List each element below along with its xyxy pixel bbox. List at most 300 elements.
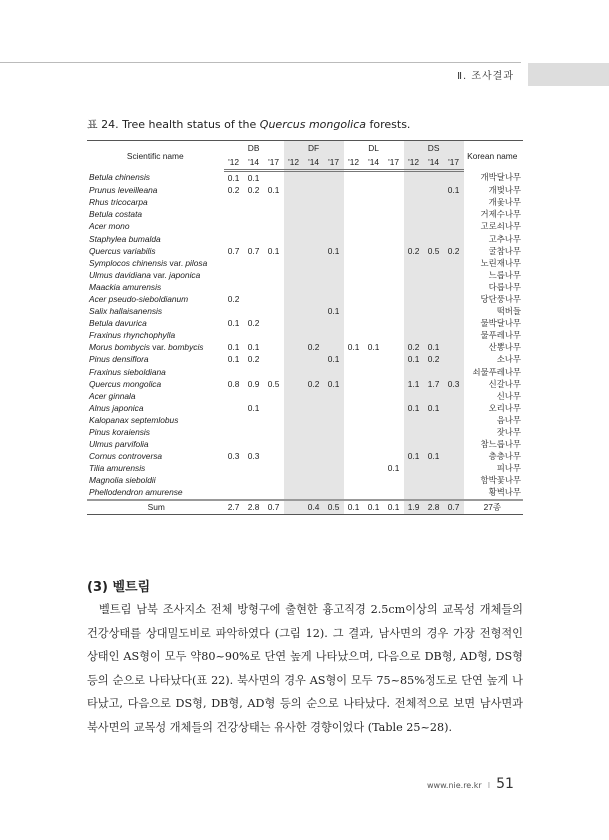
- value-cell: [424, 281, 444, 293]
- value-cell: [404, 305, 424, 317]
- value-cell: [284, 184, 304, 196]
- value-cell: [444, 341, 464, 353]
- value-cell: [304, 245, 324, 257]
- value-cell: [404, 329, 424, 341]
- korean-name: 피나무: [496, 463, 521, 474]
- value-cell: [404, 414, 424, 426]
- value-cell: [444, 414, 464, 426]
- value-cell: [384, 171, 404, 185]
- table-row: [87, 257, 523, 269]
- year-header: '12: [344, 155, 364, 171]
- korean-name: 노린재나무: [480, 257, 521, 268]
- value-cell: [244, 390, 264, 402]
- value-cell: [224, 426, 244, 438]
- value-cell: [424, 257, 444, 269]
- value-cell: [424, 184, 444, 196]
- species-name: Ulmus davidiana: [89, 269, 151, 280]
- korean-name: 개옻나무: [488, 197, 521, 208]
- table-row: [87, 474, 523, 486]
- value-cell: [424, 329, 444, 341]
- value-cell: [284, 462, 304, 474]
- scientific-name: [87, 269, 224, 281]
- value-cell: [344, 486, 364, 499]
- value-cell: [284, 414, 304, 426]
- value-cell: [284, 245, 304, 257]
- table-row: [87, 317, 523, 329]
- value-cell: [364, 317, 384, 329]
- table-row: [87, 171, 523, 185]
- year-header: '14: [244, 155, 264, 171]
- value-cell: 1.1: [404, 378, 424, 390]
- year-header: '17: [264, 155, 284, 171]
- scientific-name: [87, 474, 224, 486]
- species-name: Tilia amurensis: [89, 463, 146, 474]
- value-cell: [444, 220, 464, 232]
- korean-name: 굴참나무: [488, 245, 521, 256]
- page-number: 51: [496, 776, 514, 792]
- value-cell: [284, 208, 304, 220]
- korean-name: 다릅나무: [488, 281, 521, 292]
- value-cell: [304, 281, 324, 293]
- value-cell: [264, 462, 284, 474]
- caption-species: Quercus mongolica: [259, 118, 366, 131]
- value-cell: [244, 462, 264, 474]
- value-cell: [324, 196, 344, 208]
- table-row: [87, 220, 523, 232]
- value-cell: [244, 366, 264, 378]
- value-cell: [444, 426, 464, 438]
- value-cell: [364, 366, 384, 378]
- value-cell: [384, 293, 404, 305]
- variety-marker: var.: [169, 257, 184, 268]
- species-name: Phellodendron amurense: [89, 487, 183, 498]
- value-cell: [404, 438, 424, 450]
- species-name: Symplocos chinensis: [89, 257, 168, 268]
- value-cell: 0.1: [247, 342, 260, 353]
- value-cell: [324, 426, 344, 438]
- korean-name: 오리나무: [488, 402, 521, 413]
- value-cell: [284, 341, 304, 353]
- value-cell: 0.1: [227, 354, 240, 365]
- value-cell: [364, 402, 384, 414]
- value-cell: [324, 281, 344, 293]
- value-cell: [424, 366, 444, 378]
- scientific-name: [87, 329, 224, 341]
- value-cell: [384, 305, 404, 317]
- value-cell: [384, 269, 404, 281]
- value-cell: [324, 486, 344, 499]
- year-header: '14: [424, 155, 444, 171]
- value-cell: [284, 171, 304, 185]
- value-cell: [364, 390, 384, 402]
- variety-name: bombycis: [168, 342, 204, 353]
- scientific-name: [87, 414, 224, 426]
- species-name: Alnus japonica: [89, 402, 144, 413]
- value-cell: [344, 305, 364, 317]
- species-name: Pinus densiflora: [89, 354, 149, 365]
- species-name: Quercus mongolica: [89, 378, 162, 389]
- caption-suffix: forests.: [366, 118, 411, 131]
- value-cell: 0.5: [424, 245, 444, 257]
- korean-name: 소나무: [496, 354, 521, 365]
- value-cell: [224, 414, 244, 426]
- value-cell: [384, 317, 404, 329]
- value-cell: 0.1: [324, 305, 344, 317]
- year-header: '17: [324, 155, 344, 171]
- variety-marker: var.: [152, 342, 166, 353]
- value-cell: 0.2: [404, 341, 424, 353]
- value-cell: [444, 462, 464, 474]
- value-cell: [344, 196, 364, 208]
- value-cell: [244, 208, 264, 220]
- value-cell: [304, 353, 324, 365]
- species-name: Betula davurica: [89, 318, 147, 329]
- value-cell: [364, 378, 384, 390]
- value-cell: [404, 220, 424, 232]
- group-ds: DS: [404, 141, 464, 156]
- value-cell: 0.5: [324, 500, 344, 515]
- value-cell: [244, 474, 264, 486]
- value-cell: [224, 281, 244, 293]
- value-cell: [384, 281, 404, 293]
- species-name: Fraxinus rhynchophylla: [89, 330, 176, 341]
- value-cell: 1.7: [424, 378, 444, 390]
- value-cell: [344, 281, 364, 293]
- value-cell: [304, 305, 324, 317]
- scientific-name: [87, 462, 224, 474]
- value-cell: [284, 402, 304, 414]
- value-cell: [224, 390, 244, 402]
- scientific-name: [87, 196, 224, 208]
- value-cell: [424, 462, 444, 474]
- table-row: [87, 196, 523, 208]
- korean-name: 층층나무: [488, 451, 521, 462]
- value-cell: [304, 450, 324, 462]
- value-cell: [444, 366, 464, 378]
- value-cell: [224, 232, 244, 244]
- scientific-name: [87, 208, 224, 220]
- value-cell: [284, 426, 304, 438]
- value-cell: [364, 305, 384, 317]
- value-cell: [284, 438, 304, 450]
- value-cell: [404, 366, 424, 378]
- value-cell: [324, 450, 344, 462]
- value-cell: [324, 269, 344, 281]
- value-cell: [284, 196, 304, 208]
- value-cell: 0.3: [227, 451, 240, 462]
- value-cell: [404, 486, 424, 499]
- table-row: [87, 390, 523, 402]
- value-cell: [224, 269, 244, 281]
- value-cell: 0.1: [227, 342, 240, 353]
- species-name: Kalopanax septemlobus: [89, 414, 179, 425]
- value-cell: [344, 293, 364, 305]
- korean-name: 고로쇠나무: [480, 221, 521, 232]
- value-cell: [384, 353, 404, 365]
- sum-row: [87, 500, 523, 515]
- value-cell: [444, 196, 464, 208]
- value-cell: [304, 462, 324, 474]
- species-name: Acer mono: [89, 221, 130, 232]
- value-cell: 0.9: [247, 378, 260, 389]
- value-cell: [304, 293, 324, 305]
- value-cell: [364, 462, 384, 474]
- value-cell: [384, 196, 404, 208]
- value-cell: 0.1: [404, 402, 424, 414]
- value-cell: [364, 269, 384, 281]
- value-cell: [344, 366, 364, 378]
- value-cell: [284, 390, 304, 402]
- table-row: [87, 232, 523, 244]
- species-name: Morus bombycis: [89, 342, 150, 353]
- value-cell: [404, 184, 424, 196]
- value-cell: 0.1: [367, 342, 380, 353]
- korean-name: 당단풍나무: [480, 293, 521, 304]
- value-cell: [304, 390, 324, 402]
- year-header: '17: [444, 155, 464, 171]
- value-cell: [384, 341, 404, 353]
- table-row: [87, 269, 523, 281]
- value-cell: [324, 462, 344, 474]
- value-cell: [404, 390, 424, 402]
- value-cell: [384, 208, 404, 220]
- value-cell: 0.1: [324, 378, 344, 390]
- korean-name: 개벚나무: [488, 185, 521, 196]
- value-cell: [284, 281, 304, 293]
- value-cell: [344, 474, 364, 486]
- korean-name: 황벽나무: [488, 487, 521, 498]
- value-cell: [324, 474, 344, 486]
- table-caption: [87, 116, 410, 132]
- value-cell: [264, 281, 284, 293]
- scientific-name: [87, 317, 224, 329]
- value-cell: [324, 184, 344, 196]
- species-name: Rhus tricocarpa: [89, 197, 148, 208]
- value-cell: [264, 171, 284, 185]
- value-cell: [284, 317, 304, 329]
- scientific-name: [87, 184, 224, 196]
- value-cell: [284, 378, 304, 390]
- page-footer: [427, 776, 514, 792]
- value-cell: [344, 402, 364, 414]
- table-row: [87, 208, 523, 220]
- value-cell: [444, 450, 464, 462]
- value-cell: [384, 329, 404, 341]
- value-cell: [444, 438, 464, 450]
- korean-name: 고추나무: [488, 233, 521, 244]
- value-cell: [284, 232, 304, 244]
- value-cell: [364, 353, 384, 365]
- value-cell: 0.7: [227, 245, 240, 256]
- value-cell: [424, 474, 444, 486]
- value-cell: [424, 232, 444, 244]
- chapter-tab: [528, 63, 609, 86]
- korean-name: 느릅나무: [488, 269, 521, 280]
- scientific-name: [87, 171, 224, 185]
- table-row: [87, 329, 523, 341]
- scientific-name: [87, 353, 224, 365]
- species-name: Acer ginnala: [89, 390, 136, 401]
- value-cell: [284, 220, 304, 232]
- value-cell: [284, 293, 304, 305]
- value-cell: [344, 171, 364, 185]
- value-cell: [244, 486, 264, 499]
- korean-name: 개박달나무: [480, 172, 521, 183]
- variety-name: japonica: [169, 269, 201, 280]
- value-cell: [384, 426, 404, 438]
- table-row: [87, 305, 523, 317]
- value-cell: 0.7: [247, 245, 260, 256]
- value-cell: [264, 366, 284, 378]
- value-cell: [404, 257, 424, 269]
- table-row: [87, 245, 523, 257]
- value-cell: [364, 245, 384, 257]
- value-cell: [444, 317, 464, 329]
- value-cell: [424, 414, 444, 426]
- scientific-name: Sum: [87, 500, 224, 515]
- value-cell: [364, 220, 384, 232]
- value-cell: [224, 474, 244, 486]
- species-name: Pinus koraiensis: [89, 427, 150, 438]
- korean-name: 27종: [464, 500, 523, 515]
- value-cell: [264, 426, 284, 438]
- value-cell: [324, 208, 344, 220]
- value-cell: [304, 196, 324, 208]
- value-cell: [324, 390, 344, 402]
- species-name: Quercus variabilis: [89, 245, 156, 256]
- value-cell: [384, 438, 404, 450]
- value-cell: [424, 220, 444, 232]
- species-name: Staphylea bumalda: [89, 233, 161, 244]
- value-cell: [304, 171, 324, 185]
- value-cell: 0.4: [304, 500, 324, 515]
- value-cell: [304, 317, 324, 329]
- value-cell: 0.8: [227, 378, 240, 389]
- tree-health-table: [87, 140, 523, 515]
- value-cell: [324, 366, 344, 378]
- value-cell: [304, 366, 324, 378]
- value-cell: [424, 486, 444, 499]
- table-row: [87, 293, 523, 305]
- value-cell: [244, 257, 264, 269]
- value-cell: [384, 486, 404, 499]
- value-cell: [304, 232, 324, 244]
- value-cell: [424, 438, 444, 450]
- value-cell: [384, 378, 404, 390]
- value-cell: 0.1: [324, 353, 344, 365]
- scientific-name: [87, 378, 224, 390]
- korean-name: 떡버들: [496, 306, 521, 317]
- value-cell: [324, 220, 344, 232]
- scientific-name: [87, 305, 224, 317]
- value-cell: [264, 220, 284, 232]
- value-cell: [304, 402, 324, 414]
- value-cell: [384, 220, 404, 232]
- value-cell: 0.1: [344, 500, 364, 515]
- value-cell: 0.5: [267, 378, 280, 389]
- value-cell: [344, 414, 364, 426]
- korean-name: 잣나무: [496, 427, 521, 438]
- section-heading: (3) 벨트림: [87, 580, 151, 595]
- value-cell: [444, 390, 464, 402]
- value-cell: 0.1: [387, 463, 400, 474]
- value-cell: [264, 486, 284, 499]
- value-cell: [364, 196, 384, 208]
- scientific-name: [87, 426, 224, 438]
- value-cell: [444, 486, 464, 499]
- value-cell: [424, 208, 444, 220]
- value-cell: [304, 486, 324, 499]
- value-cell: [444, 281, 464, 293]
- value-cell: [304, 220, 324, 232]
- value-cell: [264, 353, 284, 365]
- value-cell: [304, 438, 324, 450]
- value-cell: [344, 232, 364, 244]
- value-cell: [364, 208, 384, 220]
- species-name: Salix hallaisanensis: [89, 306, 163, 317]
- korean-name: 함박꽃나무: [480, 475, 521, 486]
- value-cell: [364, 450, 384, 462]
- value-cell: [304, 414, 324, 426]
- value-cell: 0.1: [267, 245, 280, 256]
- value-cell: 0.2: [304, 341, 324, 353]
- value-cell: 0.2: [424, 353, 444, 365]
- value-cell: 0.1: [444, 184, 464, 196]
- korean-name: 쇠물푸레나무: [472, 366, 521, 377]
- value-cell: [404, 426, 424, 438]
- col-scientific-name: Scientific name: [87, 141, 224, 171]
- value-cell: [264, 390, 284, 402]
- korean-name: 참느릅나무: [480, 439, 521, 450]
- value-cell: [384, 232, 404, 244]
- value-cell: [304, 329, 324, 341]
- value-cell: [364, 232, 384, 244]
- value-cell: [324, 232, 344, 244]
- value-cell: [344, 378, 364, 390]
- year-header: '12: [404, 155, 424, 171]
- value-cell: 0.1: [364, 500, 384, 515]
- value-cell: [304, 474, 324, 486]
- scientific-name: [87, 450, 224, 462]
- value-cell: [404, 474, 424, 486]
- footer-separator: I: [487, 781, 491, 790]
- value-cell: [384, 402, 404, 414]
- value-cell: [304, 184, 324, 196]
- value-cell: 0.2: [304, 378, 324, 390]
- value-cell: [264, 269, 284, 281]
- value-cell: [424, 293, 444, 305]
- value-cell: [384, 474, 404, 486]
- value-cell: [324, 329, 344, 341]
- value-cell: [344, 462, 364, 474]
- scientific-name: [87, 366, 224, 378]
- value-cell: 0.2: [444, 245, 464, 257]
- value-cell: [244, 196, 264, 208]
- scientific-name: [87, 293, 224, 305]
- value-cell: [224, 257, 244, 269]
- value-cell: [384, 366, 404, 378]
- value-cell: [444, 171, 464, 185]
- species-name: Ulmus parvifolia: [89, 439, 149, 450]
- value-cell: [344, 426, 364, 438]
- value-cell: [264, 208, 284, 220]
- section-paragraph: 벨트림 남북 조사지소 전체 방형구에 출현한 흉고직경 2.5cm이상의 교목성 개체들의 건강상태를 상대밀도비로 파악하였다 (그림 12). 그 결과, 남사면의 경우 가장 전형적인 상태인 AS형이 모두 약80~90%로 단연 높게 나타났으며, 다음으로 DB형, AD형, DS형 등의 순으로 나타났다(표 22). 북사면의 경우 AS형이 모두 75~85%정도로 단연 높게 나타났고, 다음으로 DS형, DB형, AD형 등의 순으로 나타났다. 전체적으로 보면 남사면과 북사면의 교목성 개체들의 건강상태는 유사한 경향이었다 (Table 25~28).: [87, 603, 523, 734]
- korean-name: 음나무: [496, 414, 521, 425]
- scientific-name: [87, 390, 224, 402]
- korean-name: 물박달나무: [480, 318, 521, 329]
- value-cell: [324, 438, 344, 450]
- value-cell: [264, 438, 284, 450]
